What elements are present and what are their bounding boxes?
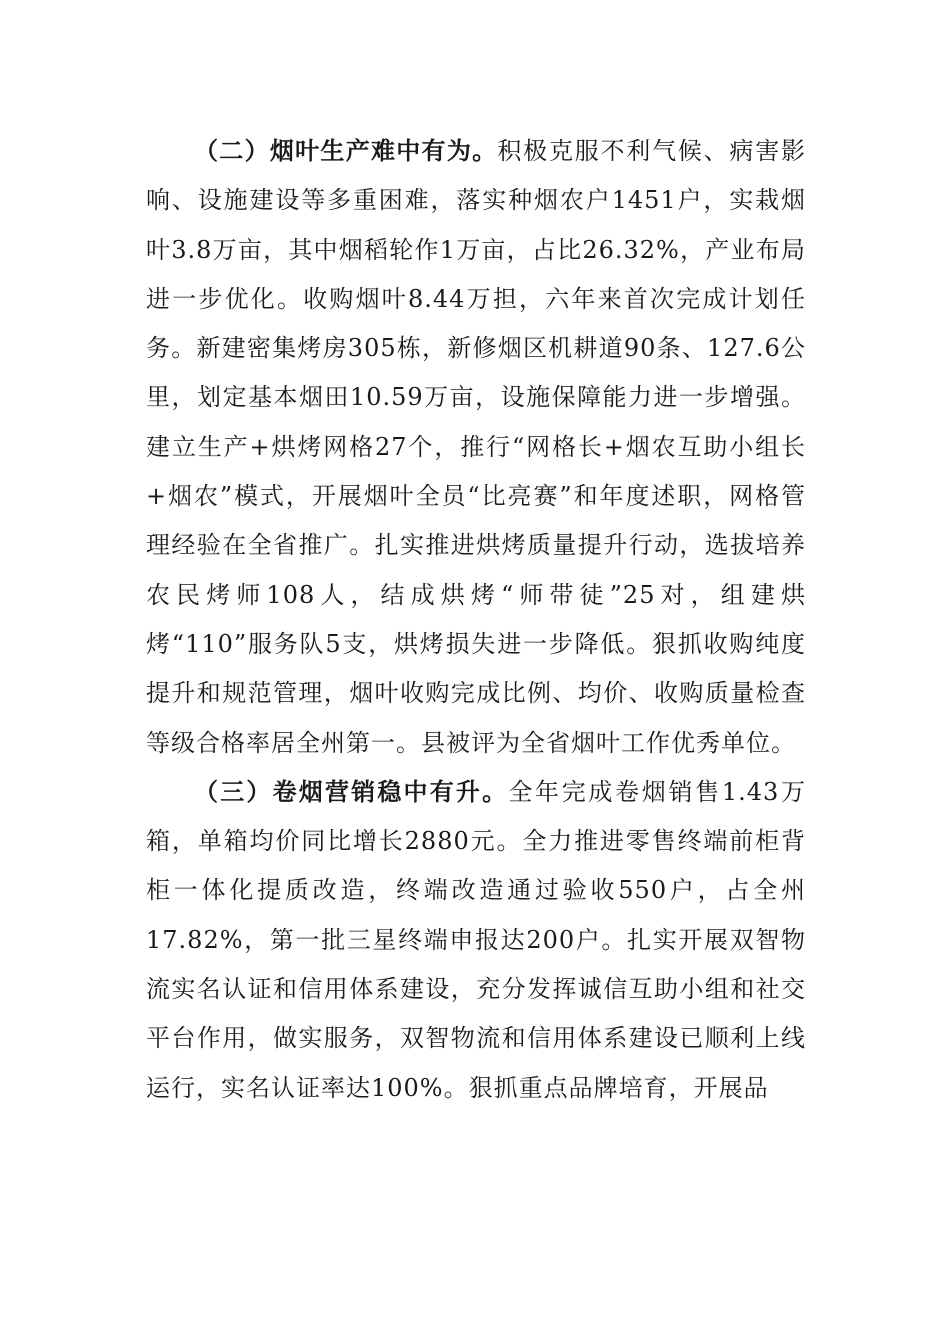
section-body: 全年完成卷烟销售1.43万箱，单箱均价同比增长2880元。全力推进零售终端前柜背柜一体化提质改造，终端改造通过验收550户，占全州17.82%，第一批三星终端申报达200户。扎实开展双智物流实名认证和信用体系建设，充分发挥诚信互助小组和社交平台作用，做实服务，双智物流和信用体系建设已顺利上线运行，实名认证率达100%。狠抓重点品牌培育，开展品 (146, 777, 807, 1102)
section-heading: （二）烟叶生产难中有为。 (194, 137, 498, 165)
section-body: 积极克服不利气候、病害影响、设施建设等多重困难，落实种烟农户1451户，实栽烟叶3.8万亩，其中烟稻轮作1万亩，占比26.32%，产业布局进一步优化。收购烟叶8.44万担，六年来首次完成计划任务。新建密集烤房305栋，新修烟区机耕道90条、127.6公里，划定基本烟田10.59万亩，设施保障能力进一步增强。建立生产+烘烤网格27个，推行“网格长+烟农互助小组长+烟农”模式，开展烟叶全员“比亮赛”和年度述职，网格管理经验在全省推广。扎实推进烘烤质量提升行动，选拔培养农民烤师108人，结成烘烤“师带徒”25对，组建烘烤“110”服务队5支，烘烤损失进一步降低。狠抓收购纯度提升和规范管理，烟叶收购完成比例、均价、收购质量检查等级合格率居全州第一。县被评为全省烟叶工作优秀单位。 (146, 137, 806, 757)
section-cigarette-marketing (146, 768, 806, 1113)
section-heading: （三）卷烟营销稳中有升。 (194, 777, 509, 806)
section-tobacco-production (146, 127, 806, 768)
document-body (146, 127, 806, 1113)
